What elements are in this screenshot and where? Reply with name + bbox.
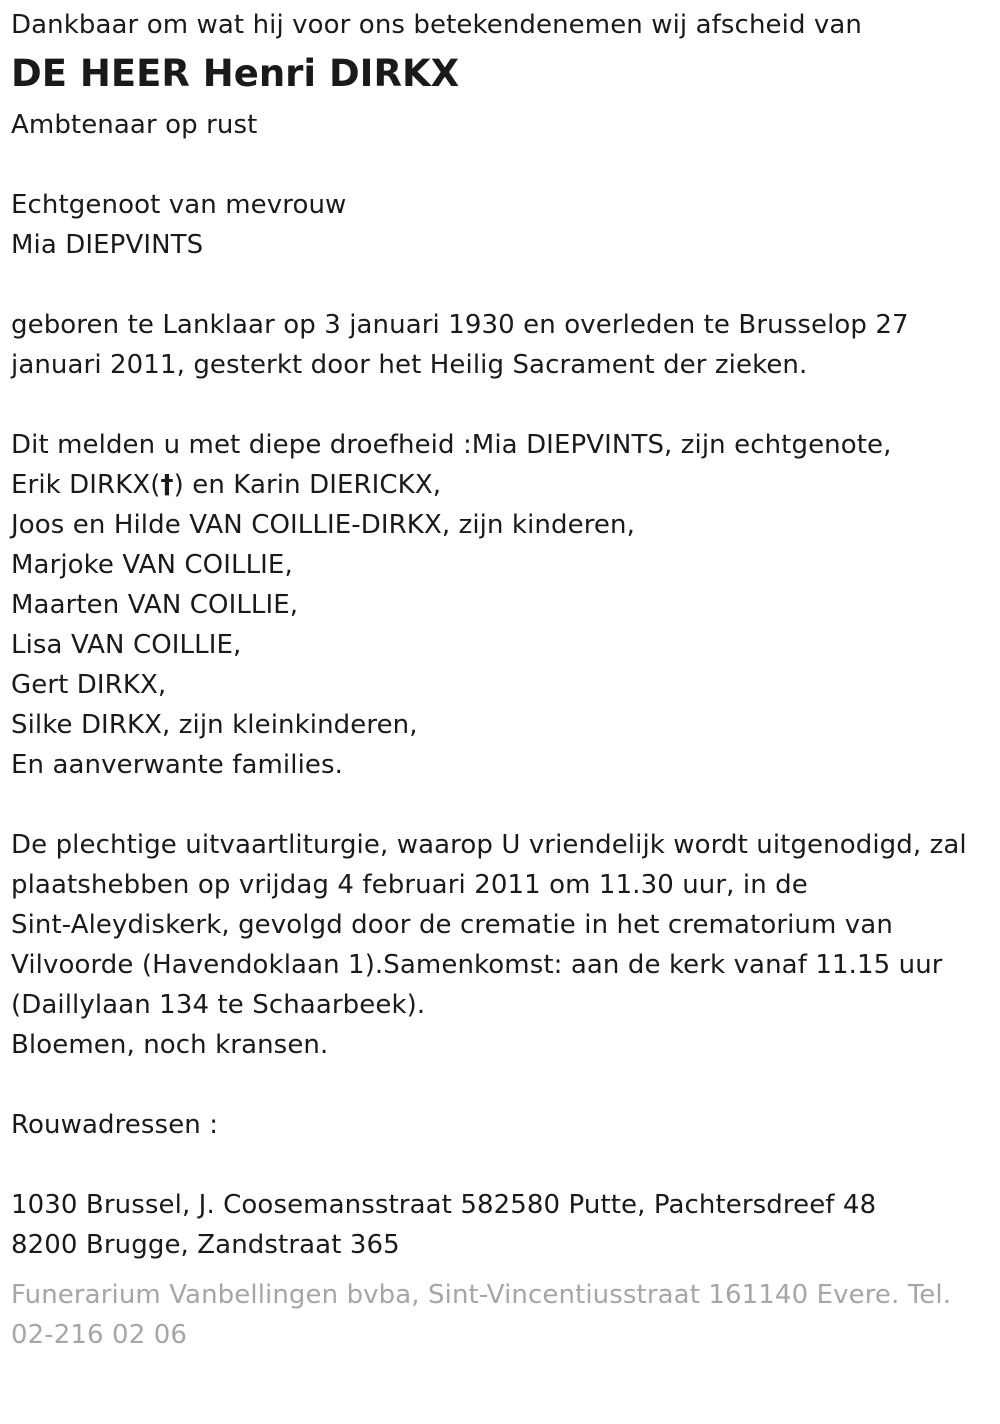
funeral-home-footer	[11, 1275, 991, 1355]
family-line: En aanverwante families.	[11, 750, 344, 780]
addresses-label: Rouwadressen :	[11, 1110, 219, 1140]
family-line: Marjoke VAN COILLIE,	[11, 550, 293, 580]
birth-death-line: geboren te Lanklaar op 3 januari 1930 en overleden te Brusselop 27	[11, 310, 909, 340]
ceremony-line: plaatshebben op vrijdag 4 februari 2011 om 11.30 uur, in de	[11, 870, 808, 900]
family-line: Dit melden u met diepe droefheid :Mia DIEPVINTS, zijn echtgenote,	[11, 430, 892, 460]
family-name-text: Erik DIRKX(	[11, 470, 161, 500]
obituary-notice	[11, 0, 991, 1355]
family-line-deceased-son	[11, 465, 991, 505]
birth-death-line: januari 2011, gesterkt door het Heilig Sacrament der zieken.	[11, 350, 808, 380]
footer-line: Funerarium Vanbellingen bvba, Sint-Vincentiusstraat 161140 Evere. Tel.	[11, 1280, 952, 1310]
address-line: 1030 Brussel, J. Coosemansstraat 582580 Putte, Pachtersdreef 48	[11, 1190, 877, 1220]
ceremony-line: Sint-Aleydiskerk, gevolgd door de crematie in het crematorium van	[11, 910, 893, 940]
ceremony-line: De plechtige uitvaartliturgie, waarop U vriendelijk wordt uitgenodigd, zal	[11, 830, 967, 860]
spouse-label: Echtgenoot van mevrouw	[11, 190, 347, 220]
footer-line: 02-216 02 06	[11, 1320, 187, 1350]
ceremony-line: Vilvoorde (Havendoklaan 1).Samenkomst: aan de kerk vanaf 11.15 uur	[11, 950, 943, 980]
deceased-name: DE HEER Henri DIRKX	[11, 52, 460, 95]
family-line: Gert DIRKX,	[11, 670, 167, 700]
family-line: Maarten VAN COILLIE,	[11, 590, 299, 620]
ceremony-line: (Daillylaan 134 te Schaarbeek).	[11, 990, 426, 1020]
family-line: Joos en Hilde VAN COILLIE-DIRKX, zijn kinderen,	[11, 510, 635, 540]
family-line: Silke DIRKX, zijn kleinkinderen,	[11, 710, 418, 740]
spouse-name: Mia DIEPVINTS	[11, 230, 204, 260]
ceremony-line: Bloemen, noch kransen.	[11, 1030, 329, 1060]
family-line: Lisa VAN COILLIE,	[11, 630, 242, 660]
family-name-text: ) en Karin DIERICKX,	[173, 470, 442, 500]
address-line: 8200 Brugge, Zandstraat 365	[11, 1230, 400, 1260]
occupation-text: Ambtenaar op rust	[11, 110, 258, 140]
intro-text: Dankbaar om wat hij voor ons betekendenemen wij afscheid van	[11, 10, 863, 40]
cross-icon: †	[160, 470, 174, 500]
